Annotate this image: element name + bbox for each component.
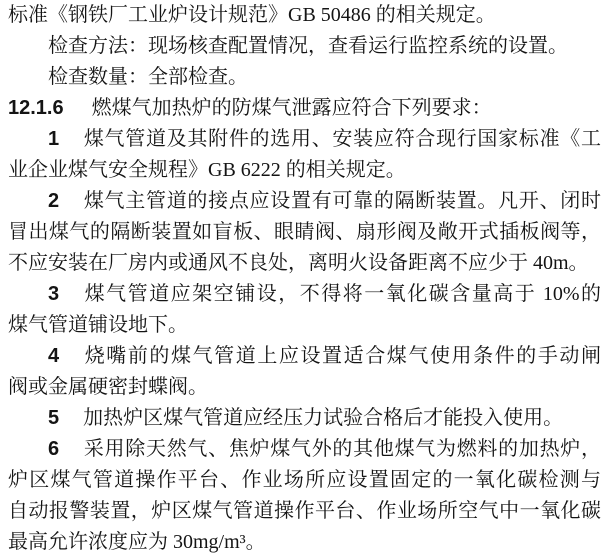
item-6-line-4 (8, 527, 601, 558)
item-text: 加热炉区煤气管道应经压力试验合格后才能投入使用。 (83, 407, 564, 429)
inspection-quantity-line (8, 62, 601, 93)
item-text: 最高允许浓度应为 30mg/m³。 (8, 531, 266, 553)
continued-text: 标准《钢铁厂工业炉设计规范》GB 50486 的相关规定。 (8, 4, 496, 26)
item-1-line-1 (8, 124, 601, 155)
inspection-method-text: 检查方法：现场核查配置情况，查看运行监控系统的设置。 (48, 35, 568, 57)
item-text: 采用除天然气、焦炉煤气外的其他煤气为燃料的加热炉， (83, 438, 601, 460)
item-6-line-2 (8, 465, 601, 496)
item-number: 4 (48, 345, 60, 367)
inspection-method-line (8, 31, 601, 62)
clause-number: 12.1.6 (8, 97, 64, 119)
item-text: 阀或金属硬密封蝶阀。 (8, 376, 208, 398)
item-text: 煤气管道铺设地下。 (8, 314, 188, 336)
item-text: 冒出煤气的隔断装置如盲板、眼睛阀、扇形阀及敞开式插板阀等， (8, 221, 601, 243)
item-5-line-1 (8, 403, 601, 434)
item-3-line-2 (8, 310, 601, 341)
item-text: 煤气管道应架空铺设，不得将一氧化碳含量高于 10%的 (83, 283, 601, 305)
item-text: 煤气管道及其附件的选用、安装应符合现行国家标准《工 (83, 128, 601, 150)
clause-heading (8, 93, 601, 124)
item-text: 煤气主管道的接点应设置有可靠的隔断装置。凡开、闭时 (83, 190, 601, 212)
item-1-line-2 (8, 155, 601, 186)
item-number: 3 (48, 283, 60, 305)
item-2-line-1 (8, 186, 601, 217)
item-text: 业企业煤气安全规程》GB 6222 的相关规定。 (8, 159, 406, 181)
item-6-line-1 (8, 434, 601, 465)
item-number: 6 (48, 438, 60, 460)
item-6-line-3 (8, 496, 601, 527)
item-number: 5 (48, 407, 60, 429)
item-2-line-3 (8, 248, 601, 279)
item-4-line-2 (8, 372, 601, 403)
item-text: 不应安装在厂房内或通风不良处，离明火设备距离不应少于 40m。 (8, 252, 589, 274)
inspection-quantity-text: 检查数量：全部检查。 (48, 66, 248, 88)
item-text: 自动报警装置，炉区煤气管道操作平台、作业场所空气中一氧化碳 (8, 500, 601, 522)
clause-title: 燃煤气加热炉的防煤气泄露应符合下列要求： (91, 97, 492, 119)
item-text: 烧嘴前的煤气管道上应设置适合煤气使用条件的手动闸 (83, 345, 601, 367)
item-3-line-1 (8, 279, 601, 310)
continued-text-line (8, 0, 601, 31)
item-number: 2 (48, 190, 60, 212)
document-page (8, 0, 601, 558)
item-number: 1 (48, 128, 60, 150)
item-2-line-2 (8, 217, 601, 248)
item-text: 炉区煤气管道操作平台、作业场所应设置固定的一氧化碳检测与 (8, 469, 601, 491)
item-4-line-1 (8, 341, 601, 372)
